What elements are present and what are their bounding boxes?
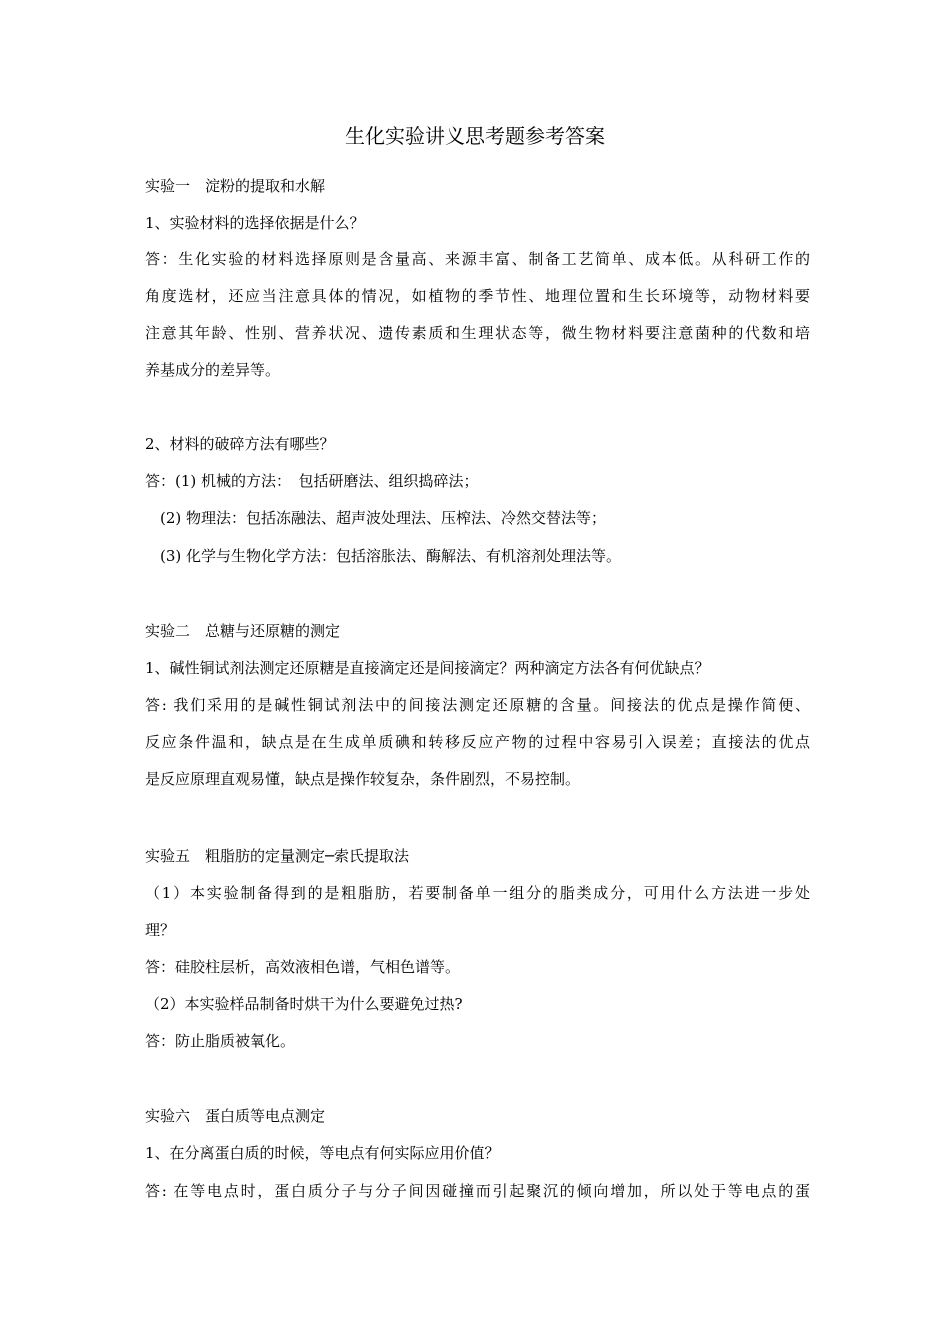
answer-text: (3) 化学与生物化学方法：包括溶胀法、酶解法、有机溶剂处理法等。 xyxy=(160,547,622,565)
answer-text: 答: 我们采用的是碱性铜试剂法中的间接法测定还原糖的含量。间接法的优点是操作简便、 xyxy=(145,696,810,714)
question-text: 1、碱性铜试剂法测定还原糖是直接滴定还是间接滴定？两种滴定方法各有何优缺点？ xyxy=(145,659,710,677)
answer-text: 是反应原理直观易懂，缺点是操作较复杂，条件剧烈，不易控制。 xyxy=(145,770,581,788)
question-text: 2、材料的破碎方法有哪些？ xyxy=(145,435,335,453)
answer-text: 注意其年龄、性别、营养状况、遗传素质和生理状态等，微生物材料要注意菌种的代数和培 xyxy=(145,324,810,342)
question-text: 理？ xyxy=(145,921,176,939)
question-text: 1、在分离蛋白质的时候，等电点有何实际应用价值？ xyxy=(145,1144,500,1162)
question-text: 1、实验材料的选择依据是什么？ xyxy=(145,214,365,232)
answer-text: 答：防止脂质被氧化。 xyxy=(145,1032,296,1050)
answer-text: 答：(1) 机械的方法： 包括研磨法、组织捣碎法； xyxy=(145,472,479,490)
answer-text: 答: 在等电点时，蛋白质分子与分子间因碰撞而引起聚沉的倾向增加，所以处于等电点的蛋 xyxy=(145,1182,810,1200)
question-text: （2）本实验样品制备时烘干为什么要避免过热? xyxy=(145,995,463,1013)
answer-text: 答：生化实验的材料选择原则是含量高、来源丰富、制备工艺简单、成本低。从科研工作的 xyxy=(145,250,810,268)
section-heading-exp5: 实验五 粗脂肪的定量测定─索氏提取法 xyxy=(145,847,410,865)
section-heading-exp1: 实验一 淀粉的提取和水解 xyxy=(145,177,326,195)
answer-text: 反应条件温和，缺点是在生成单质碘和转移反应产物的过程中容易引入误差；直接法的优点 xyxy=(145,733,810,751)
answer-text: 养基成分的差异等。 xyxy=(145,361,281,379)
section-heading-exp2: 实验二 总糖与还原糖的测定 xyxy=(145,622,341,640)
answer-text: (2) 物理法：包括冻融法、超声波处理法、压榨法、冷然交替法等； xyxy=(160,509,607,527)
section-heading-exp6: 实验六 蛋白质等电点测定 xyxy=(145,1107,326,1125)
answer-text: 答：硅胶柱层析，高效液相色谱，气相色谱等。 xyxy=(145,958,461,976)
question-text: （1）本实验制备得到的是粗脂肪，若要制备单一组分的脂类成分，可用什么方法进一步处 xyxy=(145,884,810,902)
answer-text: 角度选材，还应当注意具体的情况，如植物的季节性、地理位置和生长环境等，动物材料要 xyxy=(145,287,810,305)
document-title: 生化实验讲义思考题参考答案 xyxy=(345,124,605,148)
